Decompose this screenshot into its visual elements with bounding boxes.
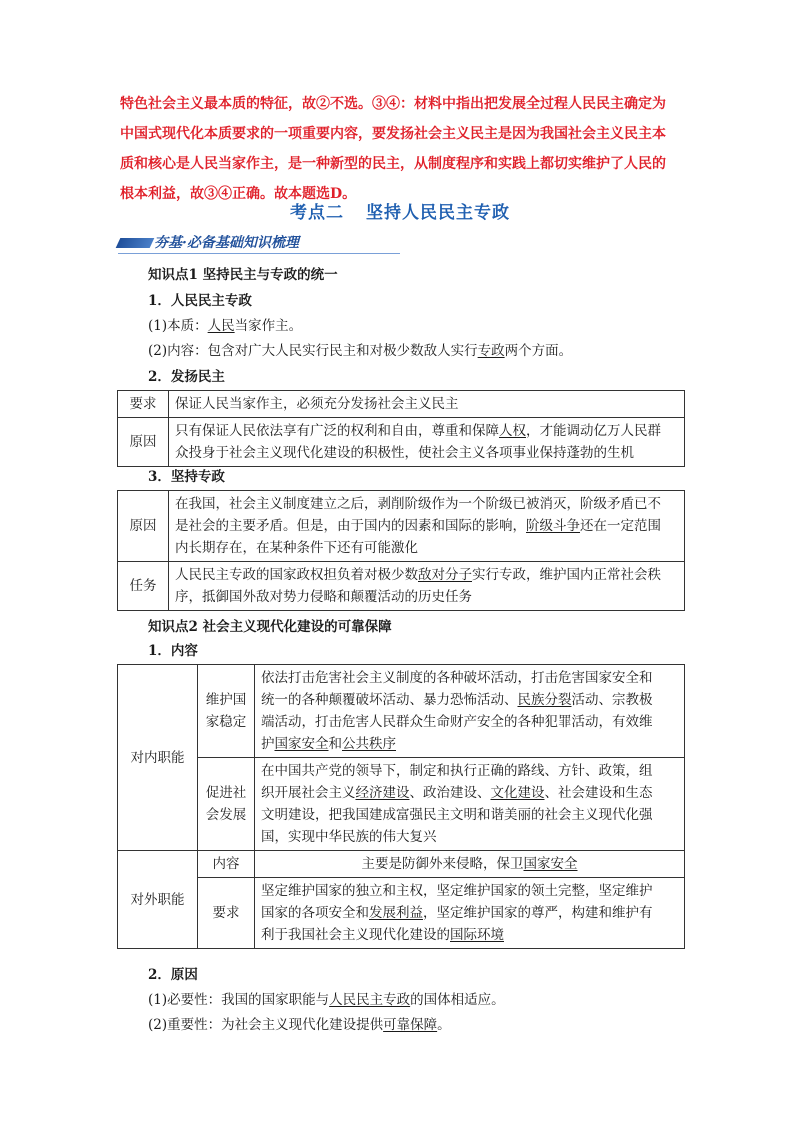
text-line: 众投身于社会主义现代化建设的积极性，使社会主义各项事业保持蓬勃的生机 (175, 445, 634, 461)
text-span: 实行专政，维护国内正常社会秩 (472, 567, 661, 583)
table-cell (169, 418, 685, 467)
underlined-answer: 公共秩序 (342, 736, 396, 752)
text-span: 还在一定范围 (580, 518, 661, 534)
text-span: 、社会建设和生态 (544, 785, 653, 801)
answer-line: 中国式现代化本质要求的一项重要内容，要发扬社会主义民主是因为我国社会主义民主本 (120, 126, 666, 142)
table-label-cell: 任务 (118, 562, 169, 611)
kp1-s1-heading: 1．人民民主专政 (148, 293, 252, 309)
underlined-answer: 国家安全 (274, 736, 329, 752)
text-line: 依法打击危害社会主义制度的各种破坏活动，打击危害国家安全和 (261, 670, 653, 686)
kp1-s1-item1 (148, 315, 302, 337)
text-span: 的国体相适应。 (410, 992, 505, 1008)
text-line: 序，抵御国外敌对势力侵略和颠覆活动的历史任务 (175, 589, 472, 605)
table-sublabel-cell: 要求 (198, 878, 255, 949)
underlined-answer: 国际环境 (450, 927, 504, 943)
text-span: 利于我国社会主义现代化建设的 (261, 927, 450, 943)
state-function-table (117, 664, 685, 949)
table-label-cell: 对外职能 (118, 851, 198, 949)
text-span: 和 (328, 736, 342, 752)
section-banner (118, 232, 400, 254)
kp1-s3-heading: 3．坚持专政 (148, 469, 225, 485)
text-line: 坚定维护国家的独立和主权，坚定维护国家的领土完整，坚定维护 (261, 883, 653, 899)
table-row (118, 758, 685, 851)
table-row (118, 851, 685, 878)
banner-label: 夯基·必备基础知识梳理 (154, 235, 299, 251)
text-span: ，坚定维护国家的尊严，构建和维护有 (423, 905, 653, 921)
text-span: 当家作主。 (234, 318, 303, 334)
text-span: 活动、宗教极 (571, 692, 653, 708)
table-sublabel-cell (198, 665, 255, 758)
table-cell (255, 851, 685, 878)
section-title-text: 坚持人民民主专政 (366, 203, 510, 223)
banner-underline (118, 253, 400, 254)
table-label-cell: 要求 (118, 391, 169, 418)
democracy-table (117, 390, 685, 467)
kp2-s2-item2 (148, 1014, 451, 1036)
text-line: 会发展 (205, 807, 247, 823)
text-span: 护 (261, 736, 275, 752)
text-span: 主要是防御外来侵略，保卫 (361, 856, 524, 872)
text-span: 统一的各种颠覆破坏活动、暴力恐怖活动、 (261, 692, 518, 708)
underlined-answer: 阶级斗争 (526, 518, 580, 534)
text-span: (1)本质： (148, 318, 208, 334)
kp2-s2-item1 (148, 989, 505, 1011)
table-cell: 保证人民当家作主，必须充分发扬社会主义民主 (169, 391, 685, 418)
underlined-answer: 专政 (477, 343, 505, 359)
table-row (118, 562, 685, 611)
text-span: 、政治建设、 (409, 785, 491, 801)
text-span: (2)内容：包含对广大人民实行民主和对极少数敌人实行 (148, 343, 478, 359)
kp2-s1-heading: 1．内容 (148, 643, 198, 659)
text-line: 文明建设，把我国建成富强民主文明和谐美丽的社会主义现代化强 (261, 807, 653, 823)
text-line: 内长期存在，在某种条件下还有可能激化 (175, 540, 418, 556)
underlined-answer: 人权 (499, 423, 526, 439)
text-span: ，才能调动亿万人民群 (526, 423, 661, 439)
table-sublabel-cell: 内容 (198, 851, 255, 878)
section-title-number: 考点二 (290, 203, 344, 223)
table-cell (255, 878, 685, 949)
dictatorship-table (117, 490, 685, 611)
table-row (118, 665, 685, 758)
text-span: 人民民主专政的国家政权担负着对极少数 (175, 567, 418, 583)
underlined-answer: 人民民主专政 (329, 992, 411, 1008)
answer-line: 质和核心是人民当家作主，是一种新型的民主，从制度程序和实践上都切实维护了人民的 (120, 156, 666, 172)
table-cell (169, 491, 685, 562)
kp1-s2-heading: 2．发扬民主 (148, 369, 225, 385)
text-line: 国，实现中华民族的伟大复兴 (261, 829, 437, 845)
underlined-answer: 可靠保障 (383, 1017, 438, 1033)
table-cell (169, 562, 685, 611)
banner-bar-icon (116, 238, 155, 248)
answer-line: 根本利益，故③④正确。故本题选D。 (120, 186, 357, 202)
table-label-cell: 对内职能 (118, 665, 198, 851)
table-row (118, 391, 685, 418)
table-row (118, 418, 685, 467)
table-cell (255, 665, 685, 758)
kp2-s2-heading: 2．原因 (148, 967, 198, 983)
underlined-answer: 国家安全 (523, 856, 578, 872)
table-row (118, 491, 685, 562)
text-span: 织开展社会主义 (261, 785, 356, 801)
text-span: (2)重要性：为社会主义现代化建设提供 (148, 1017, 384, 1033)
table-cell (255, 758, 685, 851)
underlined-answer: 敌对分子 (418, 567, 472, 583)
text-span: 是社会的主要矛盾。但是，由于国内的因素和国际的影响， (175, 518, 526, 534)
table-sublabel-cell (198, 758, 255, 851)
answer-explanation (120, 92, 680, 206)
table-row (118, 878, 685, 949)
kp1-s1-item2 (148, 340, 572, 362)
text-span: 国家的各项安全和 (261, 905, 369, 921)
table-label-cell: 原因 (118, 418, 169, 467)
text-span: (1)必要性：我国的国家职能与 (148, 992, 330, 1008)
underlined-answer: 人民 (207, 318, 235, 334)
text-line: 家稳定 (205, 714, 247, 730)
kp1-heading: 知识点1 坚持民主与专政的统一 (148, 267, 338, 283)
section-title (0, 198, 800, 223)
text-line: 在中国共产党的领导下，制定和执行正确的路线、方针、政策，组 (261, 763, 653, 779)
underlined-answer: 发展利益 (369, 905, 423, 921)
kp2-heading: 知识点2 社会主义现代化建设的可靠保障 (148, 619, 392, 635)
text-span: 。 (437, 1017, 451, 1033)
answer-line: 特色社会主义最本质的特征，故②不选。③④：材料中指出把发展全过程人民民主确定为 (120, 96, 666, 112)
underlined-answer: 民族分裂 (517, 692, 572, 708)
underlined-answer: 经济建设 (355, 785, 410, 801)
text-line: 促进社 (205, 785, 247, 801)
underlined-answer: 文化建设 (490, 785, 545, 801)
text-line: 端活动，打击危害人民群众生命财产安全的各种犯罪活动，有效维 (261, 714, 653, 730)
text-line: 维护国 (205, 692, 247, 708)
text-line: 在我国，社会主义制度建立之后，剥削阶级作为一个阶级已被消灭，阶级矛盾已不 (175, 496, 661, 512)
table-label-cell: 原因 (118, 491, 169, 562)
text-span: 两个方面。 (504, 343, 573, 359)
text-span: 只有保证人民依法享有广泛的权利和自由，尊重和保障 (175, 423, 499, 439)
